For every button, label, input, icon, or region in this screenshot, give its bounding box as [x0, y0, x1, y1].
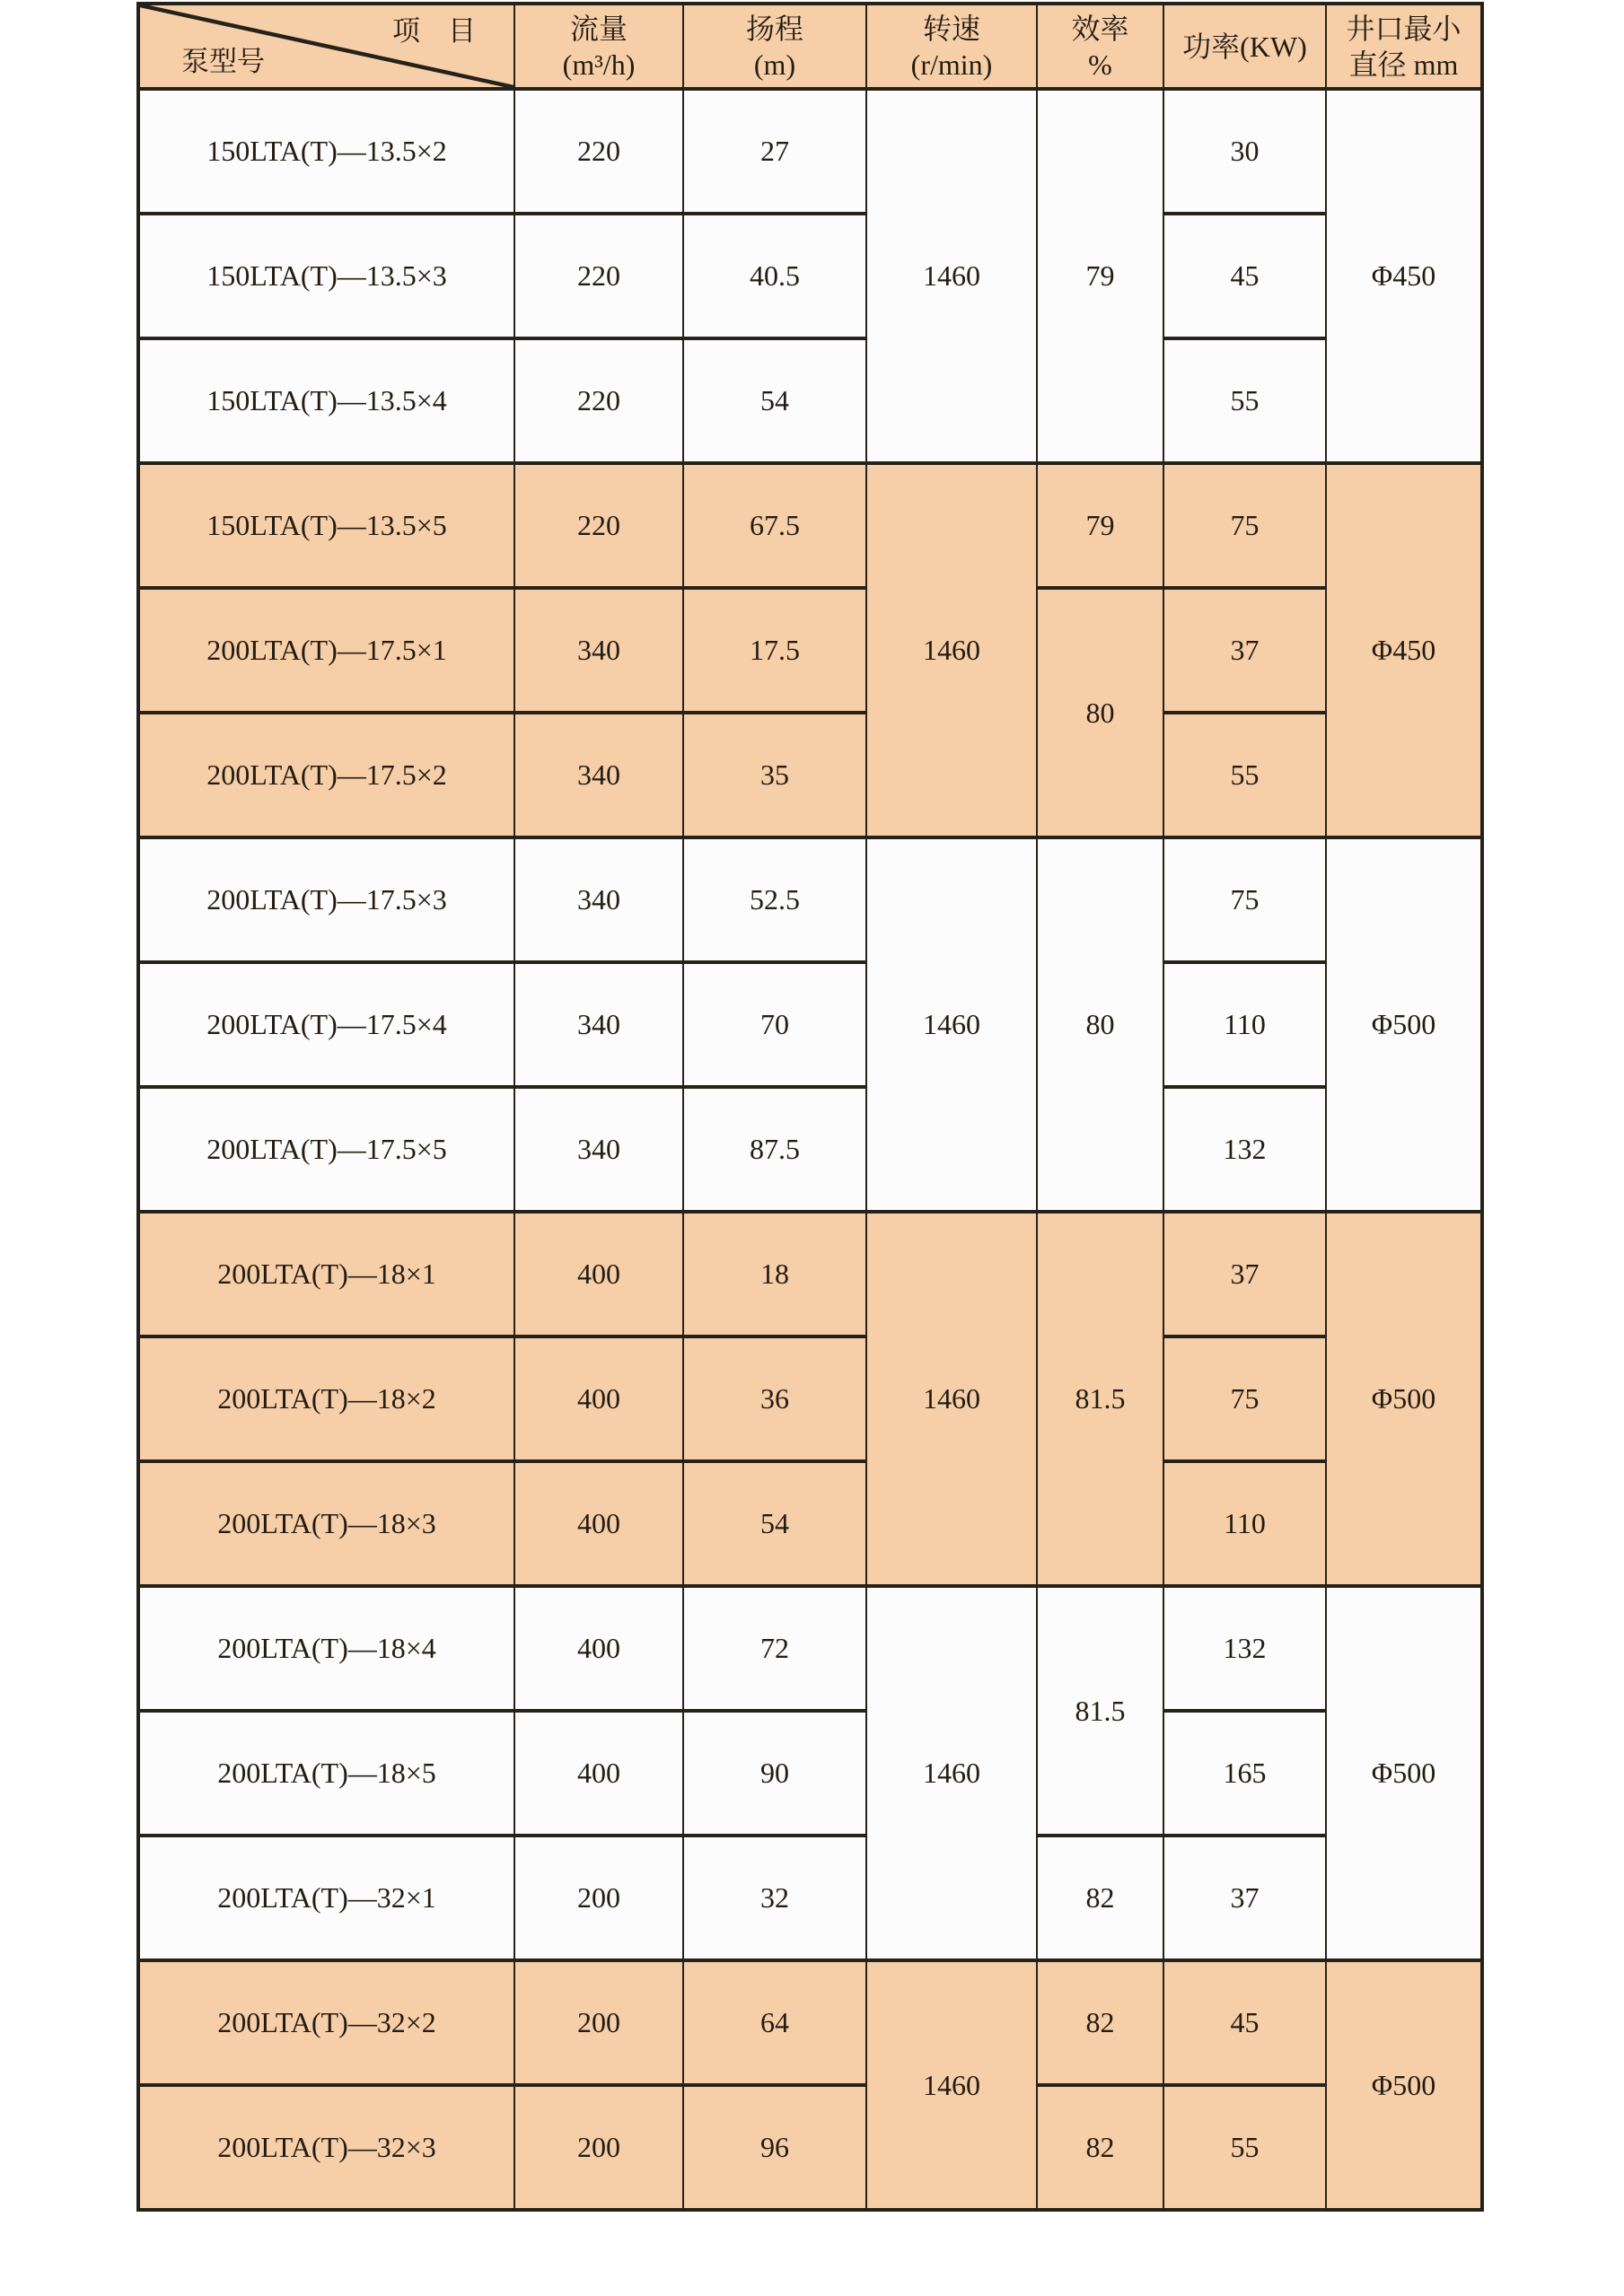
cell-efficiency: 80 [1037, 588, 1163, 837]
cell-rotation-speed: 1460 [866, 1212, 1037, 1586]
cell-head: 18 [683, 1212, 866, 1336]
cell-flow-rate: 200 [514, 1960, 683, 2085]
cell-flow-rate: 200 [514, 1836, 683, 1960]
table-row [138, 2085, 1482, 2210]
cell-pump-model: 150LTA(T)—13.5×2 [138, 89, 514, 214]
cell-pump-model: 150LTA(T)—13.5×3 [138, 214, 514, 338]
cell-head: 27 [683, 89, 866, 214]
cell-min-wellhead-diameter: Φ450 [1326, 89, 1482, 463]
cell-flow-rate: 340 [514, 1087, 683, 1212]
table-row [138, 1836, 1482, 1960]
header-row [138, 4, 1482, 89]
header-flow-unit: (m³/h) [562, 48, 636, 81]
table-row [138, 1212, 1482, 1336]
table-row [138, 1461, 1482, 1586]
cell-head: 17.5 [683, 588, 866, 713]
cell-head: 67.5 [683, 463, 866, 588]
cell-min-wellhead-diameter: Φ450 [1326, 463, 1482, 837]
cell-head: 72 [683, 1586, 866, 1711]
header-item-label: 项 目 [392, 15, 476, 47]
header-efficiency-title: 效率 [1071, 12, 1129, 45]
table-row [138, 1586, 1482, 1711]
cell-head: 90 [683, 1711, 866, 1836]
cell-head: 54 [683, 1461, 866, 1586]
cell-power: 55 [1163, 338, 1326, 463]
cell-rotation-speed: 1460 [866, 837, 1037, 1212]
cell-flow-rate: 340 [514, 962, 683, 1087]
cell-pump-model: 200LTA(T)—17.5×1 [138, 588, 514, 713]
cell-rotation-speed: 1460 [866, 1960, 1037, 2210]
cell-head: 35 [683, 713, 866, 837]
cell-head: 32 [683, 1836, 866, 1960]
header-efficiency [1037, 4, 1163, 89]
cell-flow-rate: 400 [514, 1586, 683, 1711]
header-flow [514, 4, 683, 89]
cell-flow-rate: 400 [514, 1711, 683, 1836]
cell-pump-model: 200LTA(T)—18×1 [138, 1212, 514, 1336]
cell-flow-rate: 340 [514, 713, 683, 837]
cell-min-wellhead-diameter: Φ500 [1326, 1586, 1482, 1960]
cell-pump-model: 200LTA(T)—17.5×3 [138, 837, 514, 962]
header-speed-unit: (r/min) [910, 48, 993, 81]
table-row [138, 588, 1482, 713]
cell-pump-model: 200LTA(T)—32×2 [138, 1960, 514, 2085]
cell-pump-model: 200LTA(T)—17.5×4 [138, 962, 514, 1087]
header-speed-title: 转速 [922, 12, 980, 45]
cell-flow-rate: 400 [514, 1461, 683, 1586]
cell-flow-rate: 340 [514, 837, 683, 962]
cell-efficiency: 79 [1037, 89, 1163, 463]
cell-power: 75 [1163, 837, 1326, 962]
cell-efficiency: 82 [1037, 2085, 1163, 2210]
cell-flow-rate: 220 [514, 214, 683, 338]
cell-power: 37 [1163, 1836, 1326, 1960]
cell-efficiency: 82 [1037, 1836, 1163, 1960]
table-row [138, 962, 1482, 1087]
table-row [138, 338, 1482, 463]
cell-head: 40.5 [683, 214, 866, 338]
header-head-unit: (m) [753, 48, 796, 81]
cell-rotation-speed: 1460 [866, 463, 1037, 837]
table-row [138, 1336, 1482, 1461]
cell-efficiency: 81.5 [1037, 1212, 1163, 1586]
header-pump-model-label: 泵型号 [181, 46, 265, 78]
cell-power: 165 [1163, 1711, 1326, 1836]
cell-efficiency: 79 [1037, 463, 1163, 588]
header-efficiency-unit: % [1088, 48, 1112, 81]
cell-flow-rate: 400 [514, 1336, 683, 1461]
cell-pump-model: 200LTA(T)—18×4 [138, 1586, 514, 1711]
header-head-title: 扬程 [745, 12, 803, 45]
cell-head: 54 [683, 338, 866, 463]
table-row [138, 1711, 1482, 1836]
cell-power: 55 [1163, 2085, 1326, 2210]
cell-efficiency: 82 [1037, 1960, 1163, 2085]
cell-flow-rate: 400 [514, 1212, 683, 1336]
header-well-diameter-unit: 直径 mm [1348, 48, 1459, 81]
header-power [1163, 4, 1326, 89]
table-row [138, 837, 1482, 962]
cell-pump-model: 200LTA(T)—18×3 [138, 1461, 514, 1586]
cell-head: 52.5 [683, 837, 866, 962]
table-row [138, 1087, 1482, 1212]
cell-head: 64 [683, 1960, 866, 2085]
table-row [138, 214, 1482, 338]
cell-power: 132 [1163, 1586, 1326, 1711]
cell-power: 132 [1163, 1087, 1326, 1212]
header-well-diameter [1326, 4, 1482, 89]
cell-flow-rate: 200 [514, 2085, 683, 2210]
table-row [138, 89, 1482, 214]
cell-power: 45 [1163, 1960, 1326, 2085]
cell-power: 37 [1163, 1212, 1326, 1336]
cell-power: 55 [1163, 713, 1326, 837]
table-row [138, 463, 1482, 588]
cell-flow-rate: 220 [514, 463, 683, 588]
cell-pump-model: 200LTA(T)—18×2 [138, 1336, 514, 1461]
cell-rotation-speed: 1460 [866, 89, 1037, 463]
header-head [683, 4, 866, 89]
cell-rotation-speed: 1460 [866, 1586, 1037, 1960]
cell-power: 30 [1163, 89, 1326, 214]
table-row [138, 1960, 1482, 2085]
cell-power: 37 [1163, 588, 1326, 713]
cell-min-wellhead-diameter: Φ500 [1326, 1212, 1482, 1586]
cell-efficiency: 80 [1037, 837, 1163, 1212]
cell-pump-model: 200LTA(T)—18×5 [138, 1711, 514, 1836]
cell-power: 110 [1163, 1461, 1326, 1586]
cell-head: 87.5 [683, 1087, 866, 1212]
cell-pump-model: 150LTA(T)—13.5×5 [138, 463, 514, 588]
cell-pump-model: 200LTA(T)—32×1 [138, 1836, 514, 1960]
header-flow-title: 流量 [569, 12, 628, 45]
cell-flow-rate: 220 [514, 89, 683, 214]
cell-head: 96 [683, 2085, 866, 2210]
cell-power: 110 [1163, 962, 1326, 1087]
pump-spec-table [136, 2, 1484, 2212]
cell-power: 45 [1163, 214, 1326, 338]
header-speed [866, 4, 1037, 89]
cell-efficiency: 81.5 [1037, 1586, 1163, 1836]
cell-min-wellhead-diameter: Φ500 [1326, 1960, 1482, 2210]
cell-power: 75 [1163, 463, 1326, 588]
cell-head: 36 [683, 1336, 866, 1461]
cell-power: 75 [1163, 1336, 1326, 1461]
cell-pump-model: 200LTA(T)—17.5×5 [138, 1087, 514, 1212]
cell-pump-model: 200LTA(T)—17.5×2 [138, 713, 514, 837]
table-body [138, 89, 1482, 2210]
header-well-diameter-title: 井口最小 [1346, 12, 1462, 45]
header-model-diagonal-cell [138, 4, 514, 89]
cell-pump-model: 200LTA(T)—32×3 [138, 2085, 514, 2210]
header-power-title: 功率(KW) [1182, 30, 1307, 63]
cell-flow-rate: 220 [514, 338, 683, 463]
cell-pump-model: 150LTA(T)—13.5×4 [138, 338, 514, 463]
table-row [138, 713, 1482, 837]
cell-flow-rate: 340 [514, 588, 683, 713]
cell-head: 70 [683, 962, 866, 1087]
cell-min-wellhead-diameter: Φ500 [1326, 837, 1482, 1212]
